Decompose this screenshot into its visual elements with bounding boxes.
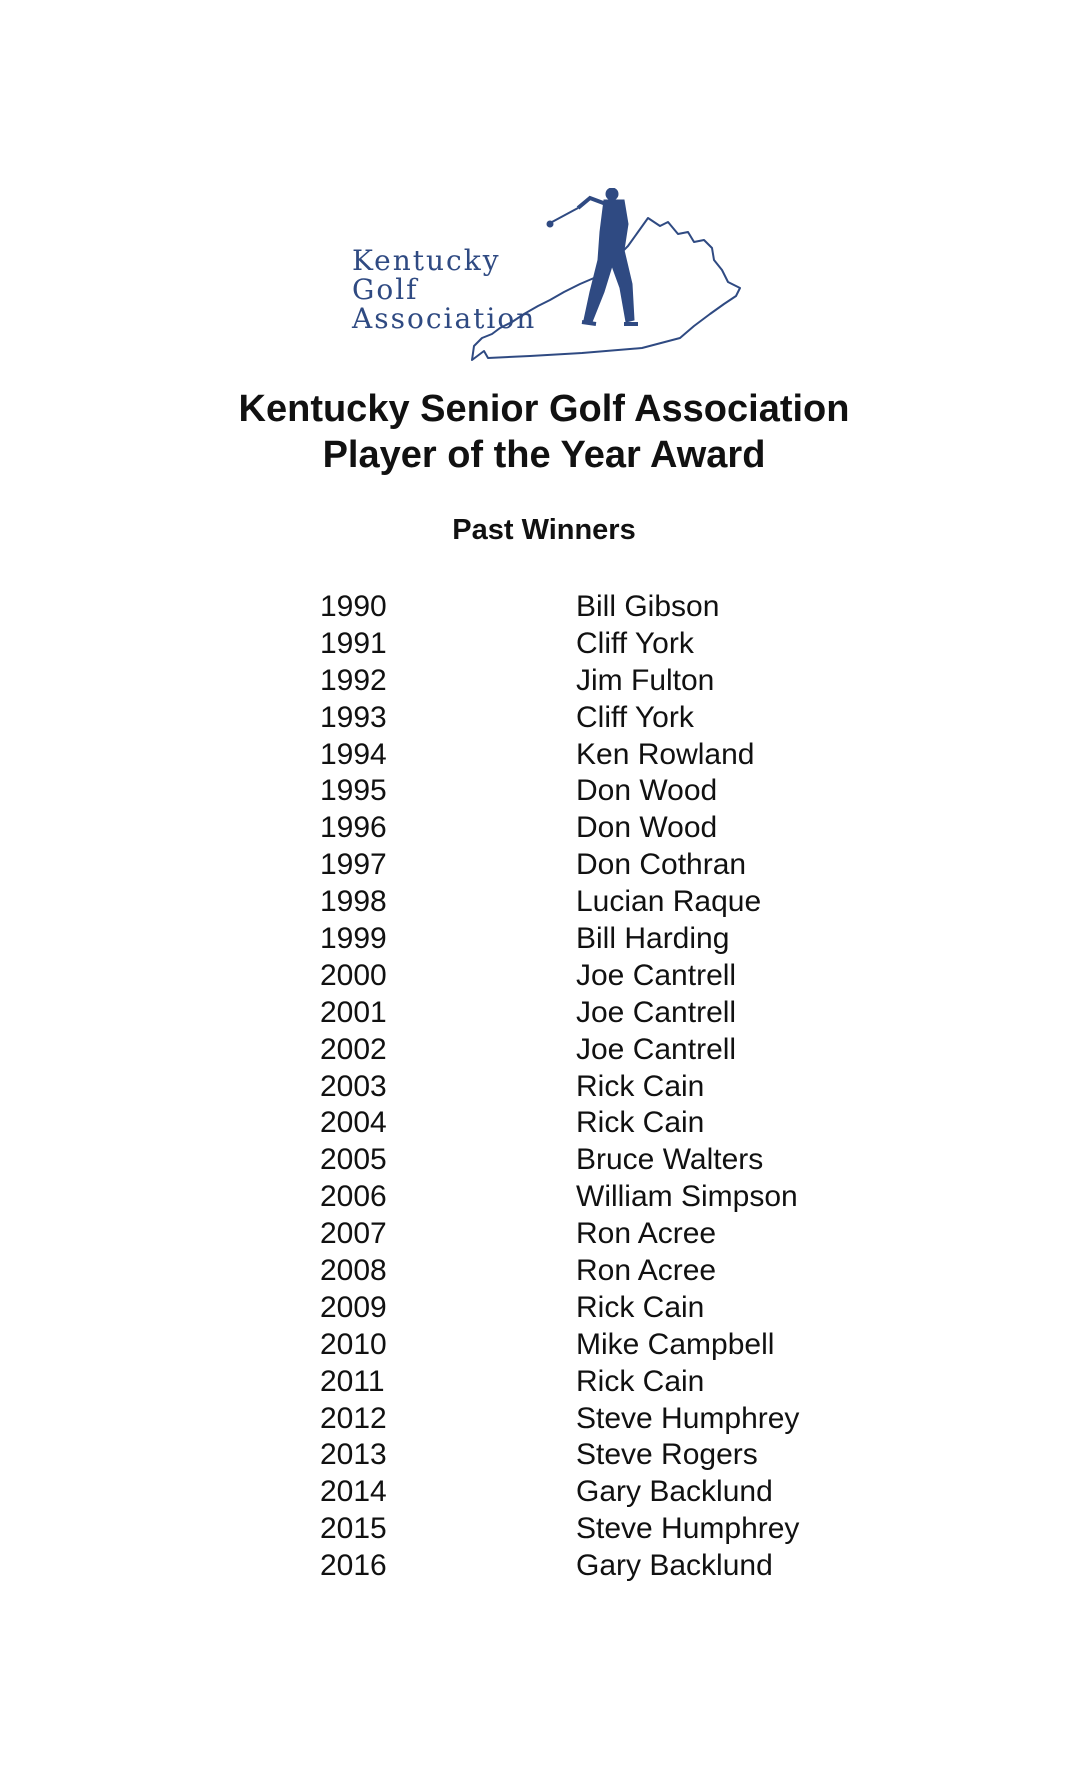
- winner-row: [320, 1327, 880, 1364]
- logo-line-association: Association: [352, 302, 537, 335]
- winner-row: [320, 1216, 880, 1253]
- winner-row: [320, 773, 880, 810]
- winner-year: 2008: [320, 1254, 387, 1288]
- winner-year: 1991: [320, 626, 387, 660]
- winner-name: Rick Cain: [576, 1069, 705, 1103]
- winner-year: 1995: [320, 774, 387, 808]
- winner-name: Steve Rogers: [576, 1438, 758, 1472]
- winner-name: Steve Humphrey: [576, 1401, 800, 1435]
- winner-row: [320, 1548, 880, 1585]
- winner-name: Gary Backlund: [576, 1475, 773, 1509]
- winner-name: Don Wood: [576, 774, 718, 808]
- winner-name: Cliff York: [576, 700, 694, 734]
- winner-row: [320, 626, 880, 663]
- winner-name: William Simpson: [576, 1180, 798, 1214]
- winner-row: [320, 1032, 880, 1069]
- winners-list: [320, 589, 880, 1585]
- winner-year: 1996: [320, 811, 387, 845]
- winner-row: [320, 1290, 880, 1327]
- winner-year: 2011: [320, 1364, 385, 1398]
- logo-wordmark: [352, 246, 536, 333]
- winner-year: 1992: [320, 663, 387, 697]
- winner-row: [320, 1474, 880, 1511]
- winner-name: Mike Campbell: [576, 1327, 775, 1361]
- winner-year: 2007: [320, 1217, 387, 1251]
- section-heading: Past Winners: [452, 514, 636, 546]
- winner-row: [320, 1364, 880, 1401]
- winner-name: Joe Cantrell: [576, 1032, 737, 1066]
- winner-name: Bill Gibson: [576, 590, 720, 623]
- winner-year: 2004: [320, 1106, 387, 1140]
- winner-year: 2002: [320, 1032, 387, 1066]
- winner-row: [320, 1069, 880, 1106]
- title-line-1: Kentucky Senior Golf Association: [238, 388, 850, 430]
- winner-name: Joe Cantrell: [576, 995, 737, 1029]
- winner-name: Jim Fulton: [576, 663, 715, 697]
- winner-name: Don Cothran: [576, 848, 747, 882]
- winner-row: [320, 663, 880, 700]
- winner-row: [320, 1511, 880, 1548]
- winner-name: Bruce Walters: [576, 1143, 764, 1177]
- winner-row: [320, 737, 880, 774]
- winner-row: [320, 1437, 880, 1474]
- winner-row: [320, 1142, 880, 1179]
- winner-year: 1998: [320, 885, 387, 919]
- winner-year: 2000: [320, 958, 387, 992]
- winner-year: 2010: [320, 1327, 387, 1361]
- winner-year: 1990: [320, 590, 387, 623]
- winner-name: Ron Acree: [576, 1254, 717, 1288]
- title-line-2: Player of the Year Award: [322, 434, 766, 476]
- winner-year: 2001: [320, 995, 387, 1029]
- logo-line-golf: Golf: [352, 273, 419, 306]
- winner-row: [320, 1105, 880, 1142]
- winner-name: Cliff York: [576, 626, 694, 660]
- winner-name: Gary Backlund: [576, 1549, 773, 1583]
- winner-year: 1994: [320, 737, 387, 771]
- winner-row: [320, 810, 880, 847]
- winner-row: [320, 1179, 880, 1216]
- winner-name: Bill Harding: [576, 922, 730, 956]
- winner-year: 2012: [320, 1401, 387, 1435]
- winner-year: 2015: [320, 1512, 387, 1546]
- winner-row: [320, 1401, 880, 1438]
- winner-year: 2016: [320, 1549, 387, 1583]
- winner-year: 2006: [320, 1180, 387, 1214]
- kga-logo: [342, 188, 752, 368]
- winner-row: [320, 958, 880, 995]
- winner-name: Don Wood: [576, 811, 718, 845]
- winner-name: Ron Acree: [576, 1217, 717, 1251]
- winner-name: Steve Humphrey: [576, 1512, 800, 1546]
- winner-row: [320, 847, 880, 884]
- winner-year: 2003: [320, 1069, 387, 1103]
- winner-name: Ken Rowland: [576, 737, 755, 771]
- winner-year: 1999: [320, 922, 387, 956]
- winner-year: 2009: [320, 1290, 387, 1324]
- winner-name: Joe Cantrell: [576, 958, 737, 992]
- winner-year: 1993: [320, 700, 387, 734]
- winner-name: Rick Cain: [576, 1290, 705, 1324]
- winner-row: [320, 589, 880, 626]
- page-title: [0, 386, 1088, 478]
- winner-year: 2005: [320, 1143, 387, 1177]
- logo-line-kentucky: Kentucky: [352, 244, 501, 277]
- winner-row: [320, 700, 880, 737]
- winner-name: Rick Cain: [576, 1364, 705, 1398]
- winner-row: [320, 921, 880, 958]
- winner-row: [320, 1253, 880, 1290]
- winner-name: Rick Cain: [576, 1106, 705, 1140]
- winner-year: 1997: [320, 848, 387, 882]
- winner-row: [320, 995, 880, 1032]
- winner-name: Lucian Raque: [576, 885, 762, 919]
- winner-year: 2014: [320, 1475, 387, 1509]
- winner-year: 2013: [320, 1438, 387, 1472]
- winner-row: [320, 884, 880, 921]
